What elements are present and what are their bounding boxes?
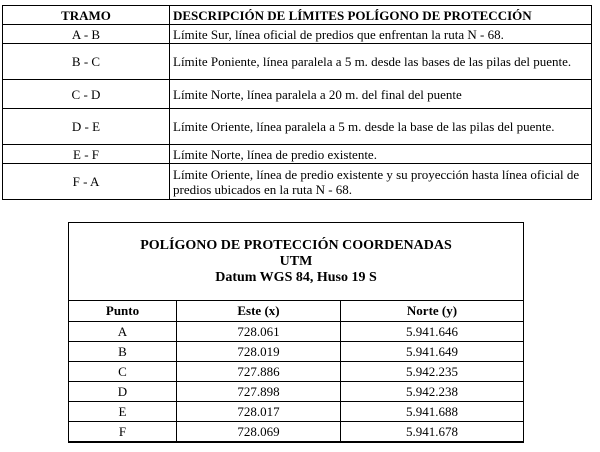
punto-cell: A <box>69 322 177 342</box>
descripcion-cell: Límite Norte, línea de predio existente. <box>170 145 592 164</box>
punto-cell: E <box>69 402 177 422</box>
tramos-table <box>2 5 592 200</box>
norte-cell: 5.941.646 <box>341 322 524 342</box>
punto-cell: D <box>69 382 177 402</box>
table-row <box>69 362 523 382</box>
este-cell: 728.069 <box>177 422 341 442</box>
norte-cell: 5.941.649 <box>341 342 524 362</box>
punto-cell: B <box>69 342 177 362</box>
coordinates-box <box>68 222 524 443</box>
norte-cell: 5.941.688 <box>341 402 524 422</box>
table-row <box>3 25 592 44</box>
este-cell: 728.019 <box>177 342 341 362</box>
coordinates-title <box>69 223 523 301</box>
norte-cell: 5.941.678 <box>341 422 524 442</box>
descripcion-cell: Límite Oriente, línea paralela a 5 m. desde la base de las pilas del puente. <box>170 109 592 145</box>
coordinates-title-line-1: POLÍGONO DE PROTECCIÓN COORDENADAS <box>140 237 452 253</box>
coordinates-header-row <box>69 301 523 322</box>
este-column-header: Este (x) <box>177 301 341 322</box>
table-row <box>69 422 523 442</box>
descripcion-cell: Límite Sur, línea oficial de predios que enfrentan la ruta N - 68. <box>170 25 592 44</box>
table-row <box>69 402 523 422</box>
table-row <box>3 44 592 80</box>
tramos-header-row <box>3 6 592 25</box>
coordinates-title-line-2: UTM <box>279 253 313 269</box>
coordinates-title-line-3: Datum WGS 84, Huso 19 S <box>215 269 377 285</box>
tramo-cell: E - F <box>3 145 170 164</box>
table-row <box>3 145 592 164</box>
punto-column-header: Punto <box>69 301 177 322</box>
norte-cell: 5.942.235 <box>341 362 524 382</box>
table-row <box>69 322 523 342</box>
table-row <box>69 342 523 362</box>
descripcion-cell: Límite Poniente, línea paralela a 5 m. desde las bases de las pilas del puente. <box>170 44 592 80</box>
tramo-cell: F - A <box>3 164 170 200</box>
tramo-cell: D - E <box>3 109 170 145</box>
table-row <box>3 80 592 109</box>
este-cell: 728.061 <box>177 322 341 342</box>
tramo-column-header: TRAMO <box>3 6 170 25</box>
punto-cell: F <box>69 422 177 442</box>
descripcion-cell: Límite Oriente, línea de predio existente y su proyección hasta línea oficial de predios ubicados en la ruta N - 68. <box>170 164 592 200</box>
descripcion-column-header: DESCRIPCIÓN DE LÍMITES POLÍGONO DE PROTECCIÓN <box>170 6 592 25</box>
descripcion-cell: Límite Norte, línea paralela a 20 m. del final del puente <box>170 80 592 109</box>
coordinates-table <box>69 301 523 442</box>
este-cell: 728.017 <box>177 402 341 422</box>
norte-column-header: Norte (y) <box>341 301 524 322</box>
punto-cell: C <box>69 362 177 382</box>
tramo-cell: A - B <box>3 25 170 44</box>
este-cell: 727.898 <box>177 382 341 402</box>
table-row <box>3 164 592 200</box>
tramo-cell: B - C <box>3 44 170 80</box>
table-row <box>69 382 523 402</box>
tramo-cell: C - D <box>3 80 170 109</box>
este-cell: 727.886 <box>177 362 341 382</box>
table-row <box>3 109 592 145</box>
norte-cell: 5.942.238 <box>341 382 524 402</box>
